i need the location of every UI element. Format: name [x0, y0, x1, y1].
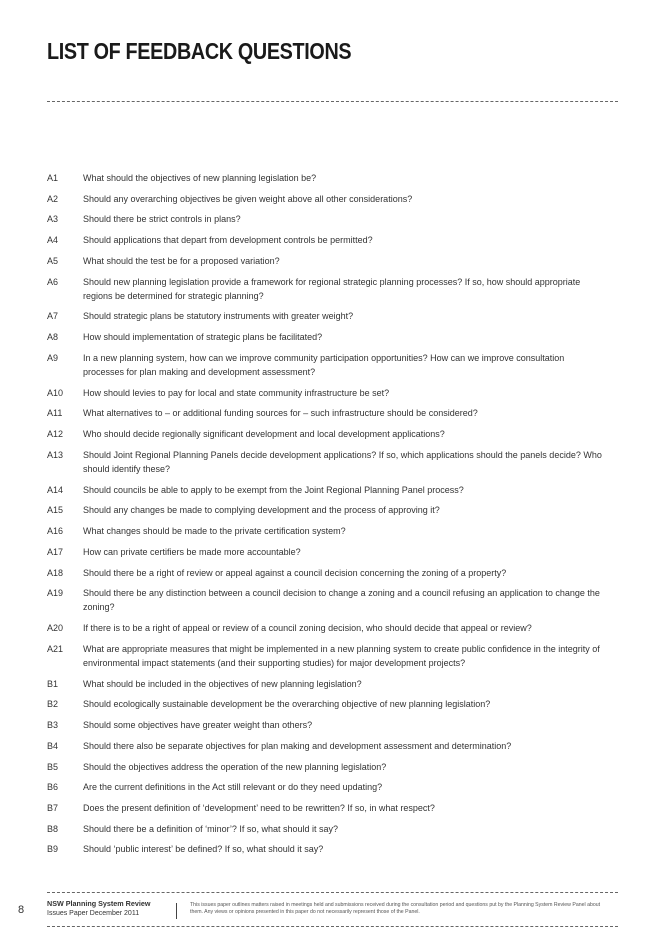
question-item	[47, 697, 607, 711]
question-id: A21	[47, 643, 64, 654]
footer-divider-top	[47, 892, 618, 893]
question-text: What alternatives to – or additional funding sources for – such infrastructure should be considered?	[83, 408, 478, 419]
publication-title: NSW Planning System Review	[47, 899, 151, 908]
question-text: Should applications that depart from development controls be permitted?	[83, 235, 373, 246]
question-item	[47, 427, 607, 441]
question-id: A8	[47, 332, 59, 343]
question-item	[47, 483, 607, 497]
question-item	[47, 566, 607, 580]
question-text: Does the present definition of ‘development’ need to be rewritten? If so, in what respect?	[83, 803, 435, 813]
question-item	[47, 677, 607, 691]
question-id: A16	[47, 526, 64, 537]
question-text: What changes should be made to the private certification system?	[83, 526, 346, 537]
publication-info	[47, 899, 150, 919]
question-text: Should the objectives address the operation of the new planning legislation?	[83, 761, 387, 772]
question-id: B7	[47, 803, 59, 813]
question-text: Should ecologically sustainable development be the overarching objective of new planning legislation?	[83, 699, 491, 710]
footer-separator	[176, 903, 177, 919]
question-item	[47, 448, 607, 476]
question-item	[47, 309, 607, 323]
question-item	[47, 822, 607, 836]
title-divider	[47, 101, 618, 102]
question-text: Should there be a definition of ‘minor’? If so, what should it say?	[83, 823, 338, 834]
question-id: A7	[47, 311, 59, 322]
question-item	[47, 171, 607, 185]
footer-divider-bottom	[47, 926, 618, 927]
question-id: A19	[47, 588, 64, 599]
question-item	[47, 275, 607, 303]
question-id: A10	[47, 387, 64, 398]
question-id: A2	[47, 193, 59, 204]
footer-disclaimer: This issues paper outlines matters raised in meetings held and submissions received during the consultation period and questions put by the Planning System Review Panel about them. Any views or opinions presented in this paper do not necessarily represent those of the Panel.	[190, 902, 601, 916]
question-text: Should there also be separate objectives for plan making and development assessment and determination?	[83, 740, 512, 751]
question-id: A3	[47, 214, 59, 225]
question-text: Should there be strict controls in plans?	[83, 214, 241, 225]
page-number: 8	[18, 904, 25, 916]
question-text: Should there be any distinction between a council decision to change a zoning and a council refusing an application to change the zoning?	[83, 588, 600, 613]
question-item	[47, 351, 607, 379]
question-id: A1	[47, 173, 59, 183]
question-item	[47, 718, 607, 732]
question-id: B6	[47, 782, 59, 793]
question-text: Should new planning legislation provide a framework for regional strategic planning processes? If so, how should appropriate regions be determined for strategic planning?	[83, 276, 581, 301]
question-text: What should be included in the objectives of new planning legislation?	[83, 678, 362, 689]
question-text: Should ‘public interest’ be defined? If so, what should it say?	[83, 844, 324, 855]
question-item	[47, 192, 607, 206]
question-text: If there is to be a right of appeal or review of a council zoning decision, who should decide that appeal or review?	[83, 623, 532, 634]
question-id: A17	[47, 546, 64, 557]
question-id: B5	[47, 761, 59, 772]
question-item	[47, 330, 607, 344]
question-text: Should some objectives have greater weight than others?	[83, 720, 313, 731]
question-item	[47, 386, 607, 400]
question-text: How should levies to pay for local and state community infrastructure be set?	[83, 387, 390, 398]
question-item	[47, 621, 607, 635]
question-id: A20	[47, 623, 64, 634]
question-item	[47, 233, 607, 247]
question-id: B9	[47, 844, 59, 855]
question-item	[47, 739, 607, 753]
question-id: A12	[47, 429, 64, 440]
question-id: A14	[47, 484, 64, 495]
question-item	[47, 524, 607, 538]
question-item	[47, 212, 607, 226]
question-text: What should the test be for a proposed variation?	[83, 255, 280, 266]
page-title: LIST OF FEEDBACK QUESTIONS	[47, 38, 352, 64]
question-id: A18	[47, 567, 64, 578]
question-text: In a new planning system, how can we improve community participation opportunities? How can we improve consultation processes for plan making and development assessment?	[83, 352, 565, 378]
question-text: Should there be a right of review or appeal against a council decision concerning the zoning of a property?	[83, 567, 507, 578]
question-item	[47, 760, 607, 774]
question-item	[47, 586, 607, 614]
question-item	[47, 842, 607, 856]
question-id: B4	[47, 740, 59, 751]
question-text: Who should decide regionally significant development and local development applications?	[83, 429, 445, 440]
question-id: B3	[47, 720, 59, 731]
question-id: A6	[47, 276, 59, 287]
question-item	[47, 801, 607, 815]
question-text: How can private certifiers be made more accountable?	[83, 546, 301, 557]
question-id: A13	[47, 449, 64, 460]
question-text: Should strategic plans be statutory instruments with greater weight?	[83, 311, 354, 322]
question-id: A4	[47, 235, 59, 246]
question-id: B8	[47, 823, 59, 834]
question-id: A5	[47, 255, 59, 266]
question-item	[47, 780, 607, 794]
question-text: Should councils be able to apply to be exempt from the Joint Regional Planning Panel process?	[83, 484, 464, 495]
question-item	[47, 254, 607, 268]
question-text: How should implementation of strategic plans be facilitated?	[83, 332, 323, 343]
feedback-questions-list	[47, 171, 607, 863]
question-text: Should any changes be made to complying development and the process of approving it?	[83, 505, 440, 516]
question-item	[47, 406, 607, 420]
question-id: A9	[47, 352, 59, 363]
question-id: A11	[47, 408, 63, 419]
question-item	[47, 545, 607, 559]
question-item	[47, 503, 607, 517]
question-id: B1	[47, 678, 59, 689]
question-text: Should any overarching objectives be given weight above all other considerations?	[83, 193, 413, 204]
question-text: Should Joint Regional Planning Panels decide development applications? If so, which applications should the panels decide? Who should identify these?	[83, 449, 602, 475]
question-text: Are the current definitions in the Act still relevant or do they need updating?	[83, 782, 383, 793]
publication-subtitle: Issues Paper December 2011	[47, 910, 140, 917]
question-item	[47, 642, 607, 670]
question-text: What are appropriate measures that might be implemented in a new planning system to create public confidence in the integrity of environmental impact statements (and their supporting studies) for major development projects?	[83, 643, 600, 669]
question-text: What should the objectives of new planning legislation be?	[83, 173, 317, 183]
question-id: A15	[47, 505, 64, 516]
question-id: B2	[47, 699, 59, 710]
